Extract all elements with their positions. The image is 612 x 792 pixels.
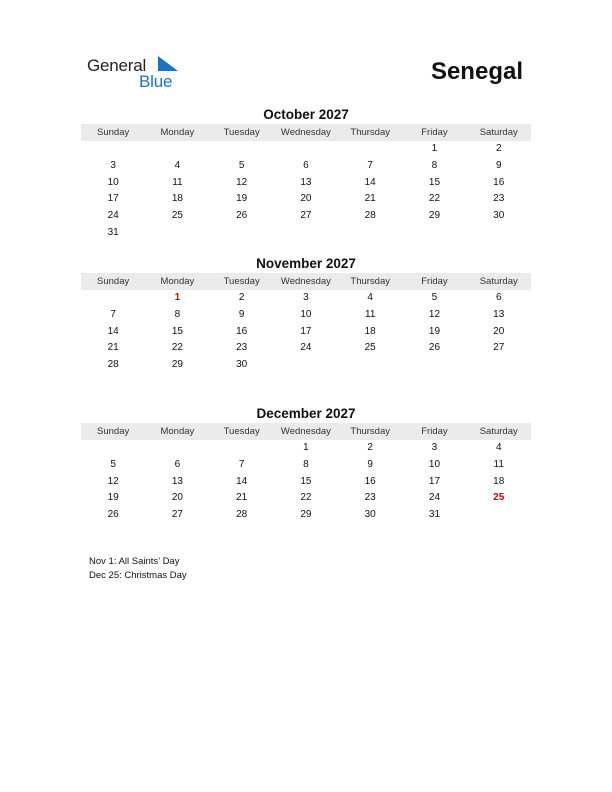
day-cell: 28 xyxy=(236,509,248,521)
week-row xyxy=(81,440,531,457)
day-cell: 10 xyxy=(300,308,312,320)
day-cell: 9 xyxy=(367,458,373,470)
day-cell: 6 xyxy=(174,458,181,470)
day-cell: 11 xyxy=(493,458,504,470)
holiday-day-cell: 1 xyxy=(174,292,181,303)
day-cell: 20 xyxy=(171,492,183,504)
day-cell: 4 xyxy=(367,292,373,303)
day-cell: 4 xyxy=(495,442,502,453)
day-cell: 8 xyxy=(174,308,181,320)
day-cell: 17 xyxy=(300,325,312,337)
day-cell: 23 xyxy=(493,193,505,205)
day-cell: 9 xyxy=(495,159,502,171)
day-cell: 24 xyxy=(428,492,441,504)
weekday-label: Wednesday xyxy=(280,127,331,138)
day-cell: 15 xyxy=(300,475,312,487)
week-row xyxy=(81,507,531,524)
day-cell: 11 xyxy=(365,308,376,320)
day-cell: 27 xyxy=(171,509,183,521)
empty-day-cell xyxy=(81,290,145,307)
day-cell: 30 xyxy=(493,210,505,222)
empty-day-cell xyxy=(467,357,531,374)
month-november xyxy=(81,255,531,374)
weekday-label: Monday xyxy=(160,127,195,138)
day-cell: 16 xyxy=(493,176,505,188)
empty-day-cell xyxy=(338,141,402,158)
empty-day-cell xyxy=(338,225,402,242)
weekday-label: Sunday xyxy=(97,426,130,437)
day-cell: 22 xyxy=(171,342,183,354)
day-cell: 15 xyxy=(428,176,441,188)
day-cell: 2 xyxy=(238,292,245,303)
day-cell: 24 xyxy=(300,342,312,354)
week-row xyxy=(81,290,531,307)
weekday-label: Wednesday xyxy=(280,426,331,437)
day-cell: 30 xyxy=(236,359,248,371)
day-cell: 4 xyxy=(174,159,181,171)
day-cell: 3 xyxy=(303,292,309,303)
week-row xyxy=(81,457,531,474)
day-cell: 22 xyxy=(428,193,441,205)
weekday-label: Friday xyxy=(421,276,448,287)
day-cell: 21 xyxy=(364,193,376,205)
day-cell: 17 xyxy=(107,193,119,205)
day-cell: 27 xyxy=(300,210,312,222)
day-cell: 12 xyxy=(107,475,119,487)
weekday-label: Monday xyxy=(160,426,195,437)
empty-day-cell xyxy=(210,141,274,158)
day-cell: 16 xyxy=(236,325,248,337)
day-cell: 1 xyxy=(303,442,309,453)
day-cell: 5 xyxy=(431,292,438,303)
empty-day-cell xyxy=(210,440,274,457)
day-cell: 14 xyxy=(107,325,119,337)
logo-word-general: General xyxy=(87,56,147,75)
empty-day-cell xyxy=(467,507,531,524)
month-title: December 2027 xyxy=(256,406,356,421)
day-cell: 25 xyxy=(171,210,183,222)
day-cell: 2 xyxy=(367,442,373,453)
empty-day-cell xyxy=(274,141,338,158)
week-row xyxy=(81,490,531,507)
day-cell: 29 xyxy=(300,509,312,521)
day-cell: 24 xyxy=(107,210,119,222)
day-cell: 28 xyxy=(107,359,119,371)
day-cell: 15 xyxy=(171,325,183,337)
day-cell: 8 xyxy=(431,159,438,171)
empty-day-cell xyxy=(145,141,209,158)
weekday-label: Tuesday xyxy=(223,127,260,138)
empty-day-cell xyxy=(145,225,209,242)
day-cell: 19 xyxy=(428,325,441,337)
day-cell: 12 xyxy=(428,308,441,320)
empty-day-cell xyxy=(145,440,209,457)
logo-triangle-icon xyxy=(158,56,178,72)
day-cell: 18 xyxy=(171,193,183,205)
holiday-note: Dec 25: Christmas Day xyxy=(89,570,187,581)
day-cell: 2 xyxy=(495,143,502,154)
weekday-label: Saturday xyxy=(479,426,518,437)
day-cell: 26 xyxy=(107,509,119,521)
day-cell: 25 xyxy=(364,342,376,354)
holiday-note: Nov 1: All Saints’ Day xyxy=(89,556,180,567)
day-cell: 30 xyxy=(364,509,376,521)
weekday-label: Thursday xyxy=(350,276,390,287)
day-cell: 10 xyxy=(428,458,441,470)
day-cell: 16 xyxy=(364,475,376,487)
weekday-label: Tuesday xyxy=(223,426,260,437)
day-cell: 26 xyxy=(428,342,441,354)
day-cell: 29 xyxy=(428,210,441,222)
day-cell: 22 xyxy=(300,492,312,504)
week-row xyxy=(81,225,531,242)
day-cell: 23 xyxy=(364,492,376,504)
weekday-label: Sunday xyxy=(97,276,130,287)
weekday-label: Thursday xyxy=(350,426,390,437)
day-cell: 5 xyxy=(238,159,245,171)
week-row xyxy=(81,357,531,374)
week-row xyxy=(81,158,531,175)
day-cell: 13 xyxy=(493,308,505,320)
day-cell: 8 xyxy=(303,458,309,470)
day-cell: 21 xyxy=(107,342,119,354)
day-cell: 12 xyxy=(236,176,248,188)
month-october xyxy=(81,106,531,242)
weekday-label: Friday xyxy=(421,426,448,437)
weekday-label: Thursday xyxy=(350,127,390,138)
day-cell: 19 xyxy=(236,193,248,205)
empty-day-cell xyxy=(467,225,531,242)
empty-day-cell xyxy=(402,225,466,242)
general-blue-logo xyxy=(87,56,187,92)
month-grid xyxy=(81,290,531,374)
weekday-header xyxy=(81,423,531,440)
weekday-label: Saturday xyxy=(479,276,518,287)
weekday-header xyxy=(81,124,531,141)
empty-day-cell xyxy=(402,357,466,374)
day-cell: 23 xyxy=(236,342,248,354)
day-cell: 7 xyxy=(110,308,116,320)
empty-day-cell xyxy=(210,225,274,242)
empty-day-cell xyxy=(81,141,145,158)
day-cell: 20 xyxy=(300,193,312,205)
day-cell: 21 xyxy=(236,492,248,504)
day-cell: 5 xyxy=(110,458,116,470)
week-row xyxy=(81,324,531,341)
empty-day-cell xyxy=(274,225,338,242)
weekday-label: Friday xyxy=(421,127,448,138)
day-cell: 31 xyxy=(107,226,119,238)
empty-day-cell xyxy=(338,357,402,374)
month-december xyxy=(81,405,531,524)
weekday-label: Sunday xyxy=(97,127,130,138)
day-cell: 6 xyxy=(303,159,309,171)
day-cell: 13 xyxy=(171,475,183,487)
day-cell: 18 xyxy=(364,325,376,337)
day-cell: 7 xyxy=(238,458,245,470)
day-cell: 31 xyxy=(428,509,441,521)
month-grid xyxy=(81,440,531,524)
empty-day-cell xyxy=(274,357,338,374)
week-row xyxy=(81,340,531,357)
month-grid xyxy=(81,141,531,242)
day-cell: 27 xyxy=(493,342,505,354)
holiday-day-cell: 25 xyxy=(493,492,505,504)
day-cell: 29 xyxy=(171,359,183,371)
week-row xyxy=(81,191,531,208)
week-row xyxy=(81,141,531,158)
day-cell: 6 xyxy=(495,292,502,303)
country-title: Senegal xyxy=(430,58,523,85)
day-cell: 10 xyxy=(107,176,119,188)
empty-day-cell xyxy=(81,440,145,457)
day-cell: 19 xyxy=(107,492,119,504)
day-cell: 9 xyxy=(238,308,245,320)
day-cell: 18 xyxy=(493,475,505,487)
logo-word-blue: Blue xyxy=(139,72,173,91)
weekday-label: Saturday xyxy=(479,127,518,138)
day-cell: 14 xyxy=(364,176,376,188)
weekday-header xyxy=(81,273,531,290)
day-cell: 13 xyxy=(300,176,312,188)
day-cell: 26 xyxy=(236,210,248,222)
day-cell: 20 xyxy=(493,325,505,337)
weekday-label: Tuesday xyxy=(223,276,260,287)
week-row xyxy=(81,208,531,225)
day-cell: 11 xyxy=(172,176,183,188)
day-cell: 3 xyxy=(431,442,438,453)
day-cell: 17 xyxy=(428,475,441,487)
month-title: November 2027 xyxy=(256,256,356,271)
month-title: October 2027 xyxy=(263,107,349,122)
week-row xyxy=(81,474,531,491)
day-cell: 28 xyxy=(364,210,376,222)
holiday-notes xyxy=(89,555,187,583)
weekday-label: Wednesday xyxy=(280,276,331,287)
day-cell: 14 xyxy=(236,475,248,487)
day-cell: 7 xyxy=(367,159,373,171)
week-row xyxy=(81,175,531,192)
day-cell: 3 xyxy=(110,159,116,171)
week-row xyxy=(81,307,531,324)
weekday-label: Monday xyxy=(160,276,195,287)
day-cell: 1 xyxy=(431,143,438,154)
